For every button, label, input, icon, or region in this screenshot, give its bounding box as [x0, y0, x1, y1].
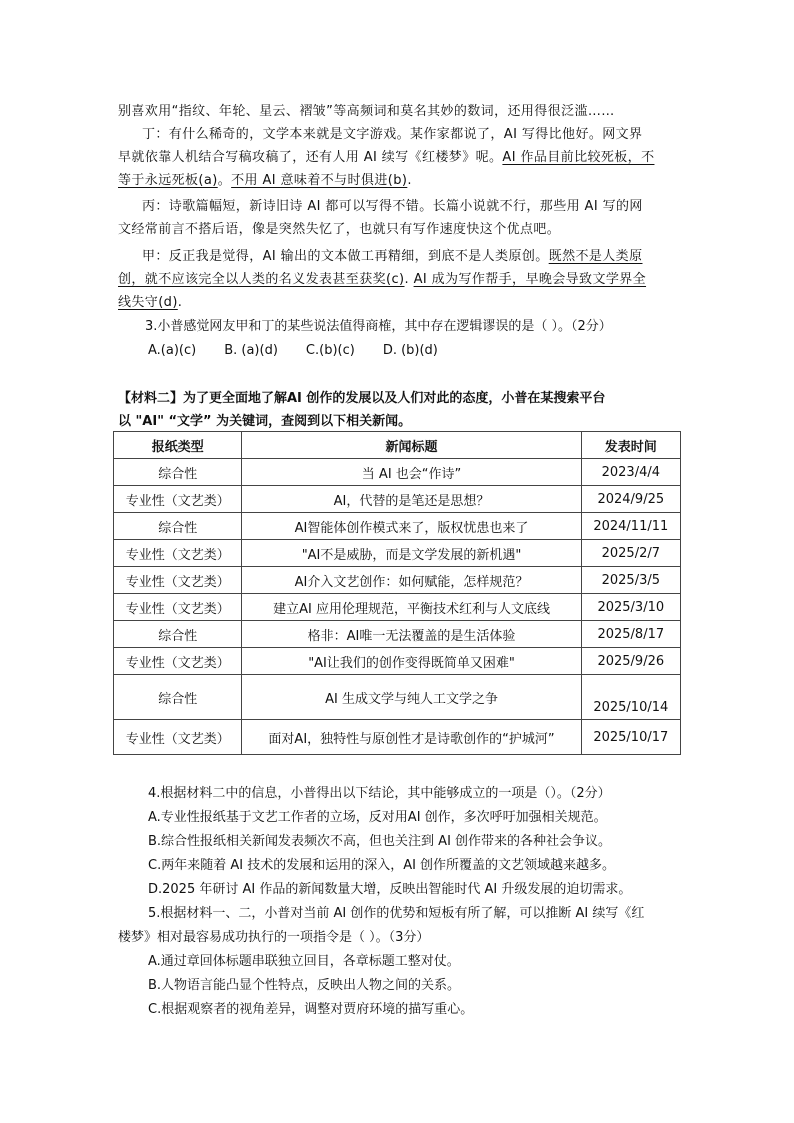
bing-paragraph-line1 [142, 198, 643, 216]
option-c[interactable]: C.(b)(c) [305, 343, 355, 358]
material2-intro-line2 [118, 413, 411, 431]
cell-date: 2024/9/25 [581, 486, 680, 513]
underlined-claim-a: AI 作品目前比较死板，不 [502, 150, 655, 165]
table-row [114, 621, 681, 648]
underlined-claim-d: 线失守(d) [118, 295, 178, 310]
cell-title: 当 AI 也会“作诗” [242, 459, 581, 486]
question-4-option-b[interactable] [148, 833, 611, 851]
punctuation: 。 [217, 173, 232, 188]
cell-type: 综合性 [114, 621, 242, 648]
table-row [114, 675, 681, 720]
cell-date: 2025/10/17 [581, 720, 680, 755]
question-5-option-a[interactable] [148, 953, 460, 971]
cell-type: 专业性（文艺类） [114, 594, 242, 621]
cell-date: 2025/3/10 [581, 594, 680, 621]
jia-paragraph-line2 [118, 271, 646, 289]
header-publish-date: 发表时间 [581, 432, 680, 459]
cell-title: "AI让我们的创作变得既简单又困难" [242, 648, 581, 675]
ding-paragraph-line1 [142, 126, 642, 144]
cell-date: 2025/9/26 [581, 648, 680, 675]
table-row [114, 567, 681, 594]
underlined-claim-c: 创，就不应该完全以人类的名义发表甚至获奖(c) [118, 272, 405, 287]
news-table [113, 431, 681, 755]
table-row [114, 648, 681, 675]
cell-type: 专业性（文艺类） [114, 540, 242, 567]
punctuation: . [404, 272, 414, 287]
cell-date: 2025/2/7 [581, 540, 680, 567]
cell-type: 综合性 [114, 513, 242, 540]
jia-text: 甲：反正我是觉得，AI 输出的文本做工再精细，到底不是人类原创。 [142, 249, 549, 264]
question-3-options [148, 342, 466, 360]
ding-text: 丁：有什么稀奇的，文学本来就是文字游戏。某作家都说了，AI 写得比他好。网文界 [142, 127, 643, 142]
question-3-text: 3.小普感觉网友甲和丁的某些说法值得商榷，其中存在逻辑谬误的是（ ）。（2分） [145, 319, 612, 334]
cell-title: "AI不是威胁，而是文学发展的新机遇" [242, 540, 581, 567]
jia-paragraph-line1 [142, 248, 642, 266]
cell-title: AI 生成文学与纯人工文学之争 [242, 675, 581, 720]
question-4-text: 4.根据材料二中的信息，小普得出以下结论，其中能够成立的一项是（）。（2分） [148, 786, 611, 801]
cell-type: 专业性（文艺类） [114, 486, 242, 513]
ding-paragraph-line3 [118, 172, 412, 190]
cell-title: 建立AI 应用伦理规范，平衡技术红利与人文底线 [242, 594, 581, 621]
bing-text: 丙：诗歌篇幅短，新诗旧诗 AI 都可以写得不错。长篇小说就不行，那些用 AI 写的网 [142, 199, 643, 214]
cell-type: 专业性（文艺类） [114, 567, 242, 594]
underlined-claim-d: AI 成为写作帮手，早晚会导致文学界全 [413, 272, 647, 287]
cell-date: 2025/10/14 [581, 675, 680, 720]
option-c[interactable]: C.根据观察者的视角差异，调整对贾府环境的描写重心。 [148, 1002, 474, 1017]
cell-title: AI智能体创作模式来了，版权忧患也来了 [242, 513, 581, 540]
cell-type: 专业性（文艺类） [114, 648, 242, 675]
ding-text: 早就依靠人机结合写稿攻稿了，还有人用 AI 续写《红楼梦》呢。 [118, 150, 503, 165]
material1-line [118, 103, 615, 121]
material1-text: 别喜欢用“指纹、年轮、星云、褶皱”等高频词和莫名其妙的数词，还用得很泛滥…… [118, 104, 615, 119]
bing-paragraph-line2 [118, 221, 560, 239]
table-row [114, 540, 681, 567]
table-header-row [114, 432, 681, 459]
question-5-text: 5.根据材料一、二，小普对当前 AI 创作的优势和短板有所了解，可以推断 AI 续写《红 [148, 906, 645, 921]
question-5-option-c[interactable] [148, 1001, 473, 1019]
option-d[interactable]: D.2025 年研讨 AI 作品的新闻数量大增，反映出智能时代 AI 升级发展的迫切需求。 [148, 882, 632, 897]
option-b[interactable]: B. (a)(d) [224, 343, 278, 358]
cell-title: AI，代替的是笔还是思想？ [242, 486, 581, 513]
header-news-title: 新闻标题 [242, 432, 581, 459]
cell-date: 2025/8/17 [581, 621, 680, 648]
cell-type: 综合性 [114, 675, 242, 720]
cell-title: 面对AI，独特性与原创性才是诗歌创作的“护城河” [242, 720, 581, 755]
question-3-stem [145, 318, 612, 336]
table-row [114, 594, 681, 621]
underlined-claim-c: 既然不是人类原 [548, 249, 643, 264]
punctuation: . [177, 295, 183, 310]
option-a[interactable]: A.专业性报纸基于文艺工作者的立场，反对用AI 创作，多次呼吁加强相关规范。 [148, 810, 607, 825]
jia-paragraph-line3 [118, 294, 182, 312]
question-5-stem-line1 [148, 905, 644, 923]
bing-text: 文经常前言不搭后语，像是突然失忆了，也就只有写作速度快这个优点吧。 [118, 222, 561, 237]
question-5-stem-line2 [118, 929, 429, 947]
question-4-option-a[interactable] [148, 809, 607, 827]
table-row [114, 459, 681, 486]
option-b[interactable]: B.人物语言能凸显个性特点，反映出人物之间的关系。 [148, 978, 461, 993]
cell-date: 2023/4/4 [581, 459, 680, 486]
question-5-text: 楼梦》相对最容易成功执行的一项指令是（ ）。（3分） [118, 930, 430, 945]
question-4-option-d[interactable] [148, 881, 631, 899]
option-a[interactable]: A.通过章回体标题串联独立回目，各章标题工整对仗。 [148, 954, 460, 969]
question-4-option-c[interactable] [148, 857, 615, 875]
cell-date: 2024/11/11 [581, 513, 680, 540]
underlined-claim-a: 等于永远死板(a) [118, 173, 218, 188]
option-b[interactable]: B.综合性报纸相关新闻发表频次不高，但也关注到 AI 创作带来的各种社会争议。 [148, 834, 612, 849]
header-newspaper-type: 报纸类型 [114, 432, 242, 459]
cell-type: 综合性 [114, 459, 242, 486]
material2-intro-text: 以 "AI" “文学” 为关键词，查阅到以下相关新闻。 [118, 414, 412, 429]
cell-title: AI介入文艺创作：如何赋能，怎样规范？ [242, 567, 581, 594]
question-5-option-b[interactable] [148, 977, 460, 995]
question-4-stem [148, 785, 611, 803]
cell-date: 2025/3/5 [581, 567, 680, 594]
table-row [114, 486, 681, 513]
punctuation: . [407, 173, 412, 188]
table-row [114, 720, 681, 755]
ding-paragraph-line2 [118, 149, 654, 167]
table-row [114, 513, 681, 540]
option-d[interactable]: D. (b)(d) [382, 343, 438, 358]
cell-title: 格非：AI唯一无法覆盖的是生活体验 [242, 621, 581, 648]
underlined-claim-b: 不用 AI 意味着不与时俱进(b) [231, 173, 408, 188]
option-c[interactable]: C.两年来随着 AI 技术的发展和运用的深入，AI 创作所覆盖的文艺领域越来越多。 [148, 858, 616, 873]
material2-intro-line1 [118, 390, 605, 408]
material2-intro-text: 【材料二】为了更全面地了解AI 创作的发展以及人们对此的态度，小普在某搜索平台 [118, 391, 606, 406]
option-a[interactable]: A.(a)(c) [148, 343, 197, 358]
cell-type: 专业性（文艺类） [114, 720, 242, 755]
